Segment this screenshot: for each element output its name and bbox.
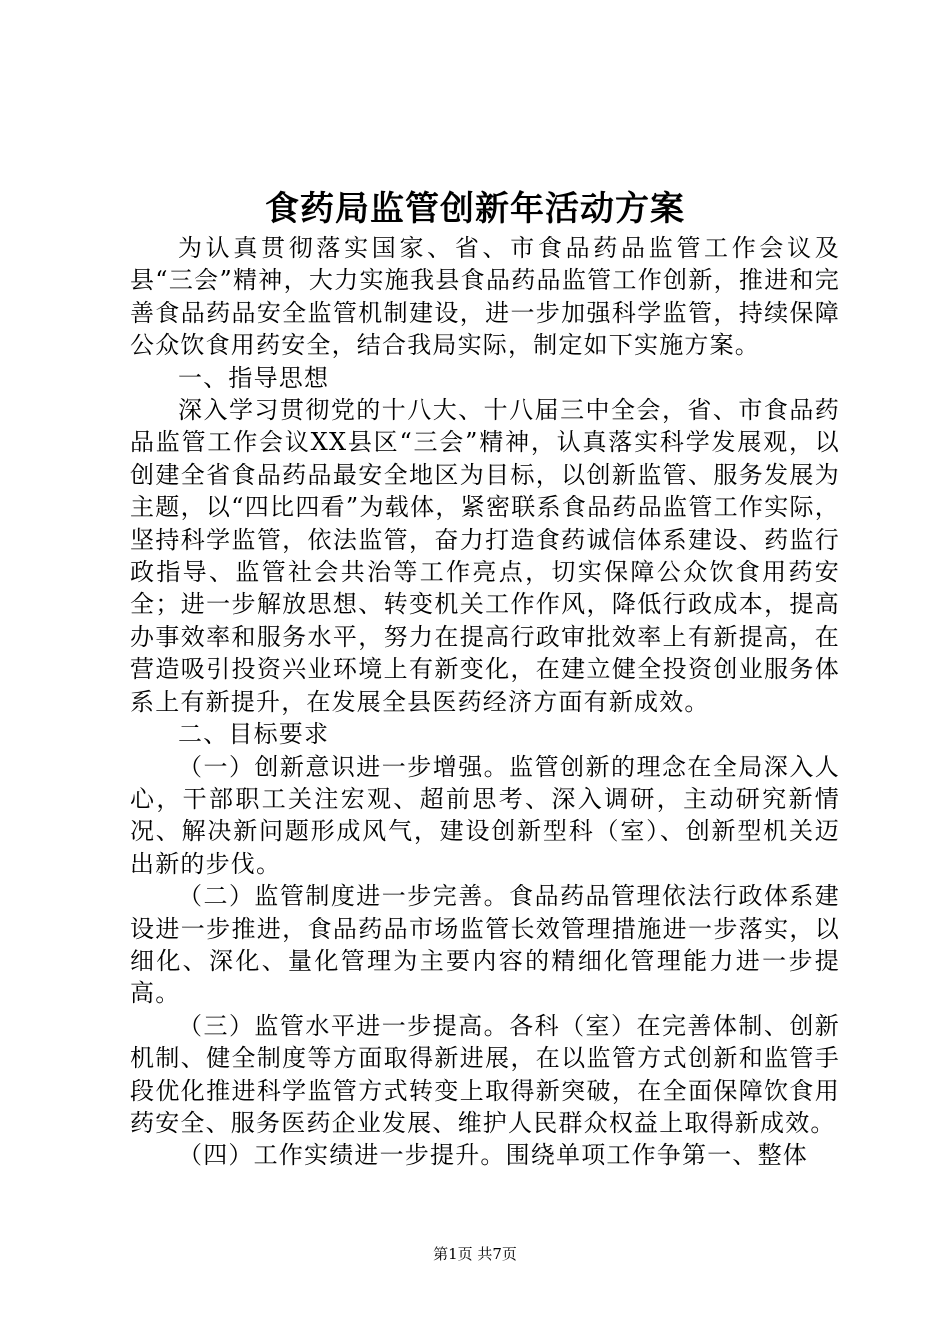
goal-item-3: （三）监管水平进一步提高。各科（室）在完善体制、创新机制、健全制度等方面取得新进展，在以监管方式创新和监管手段优化推进科学监管方式转变上取得新突破，在全面保障饮食用药安全、服务医药企业发展、维护人民群众权益上取得新成效。 bbox=[130, 1011, 840, 1137]
document-title: 食药局监管创新年活动方案 bbox=[265, 189, 685, 229]
section-heading-guiding-ideology: 一、指导思想 bbox=[178, 363, 330, 392]
guiding-ideology-paragraph: 深入学习贯彻党的十八大、十八届三中全会，省、市食品药品监管工作会议XX县区“三会”精神，认真落实科学发展观，以创建全省食品药品最安全地区为目标，以创新监管、服务发展为主题，以“四比四看”为载体，紧密联系食品药品监管工作实际，坚持科学监管，依法监管，奋力打造食药诚信体系建设、药监行政指导、监管社会共治等工作亮点，切实保障公众饮食用药安全；进一步解放思想、转变机关工作作风，降低行政成本，提高办事效率和服务水平，努力在提高行政审批效率上有新提高，在营造吸引投资兴业环境上有新变化，在建立健全投资创业服务体系上有新提升，在发展全县医药经济方面有新成效。 bbox=[130, 396, 840, 716]
goal-item-1: （一）创新意识进一步增强。监管创新的理念在全局深入人心，干部职工关注宏观、超前思考、深入调研，主动研究新情况、解决新问题形成风气，建设创新型科（室）、创新型机关迈出新的步伐。 bbox=[130, 752, 840, 878]
goal-item-4: （四）工作实绩进一步提升。围绕单项工作争第一、整体 bbox=[178, 1141, 808, 1170]
page-number-footer: 第1页 共7页 bbox=[433, 1245, 517, 1263]
section-heading-goals: 二、目标要求 bbox=[178, 720, 330, 749]
document-body bbox=[130, 232, 840, 1172]
intro-paragraph: 为认真贯彻落实国家、省、市食品药品监管工作会议及县“三会”精神，大力实施我县食品药品监管工作创新，推进和完善食品药品安全监管机制建设，进一步加强科学监管，持续保障公众饮食用药安全，结合我局实际，制定如下实施方案。 bbox=[130, 234, 840, 360]
goal-item-2: （二）监管制度进一步完善。食品药品管理依法行政体系建设进一步推进，食品药品市场监管长效管理措施进一步落实，以细化、深化、量化管理为主要内容的精细化管理能力进一步提高。 bbox=[130, 882, 840, 1008]
